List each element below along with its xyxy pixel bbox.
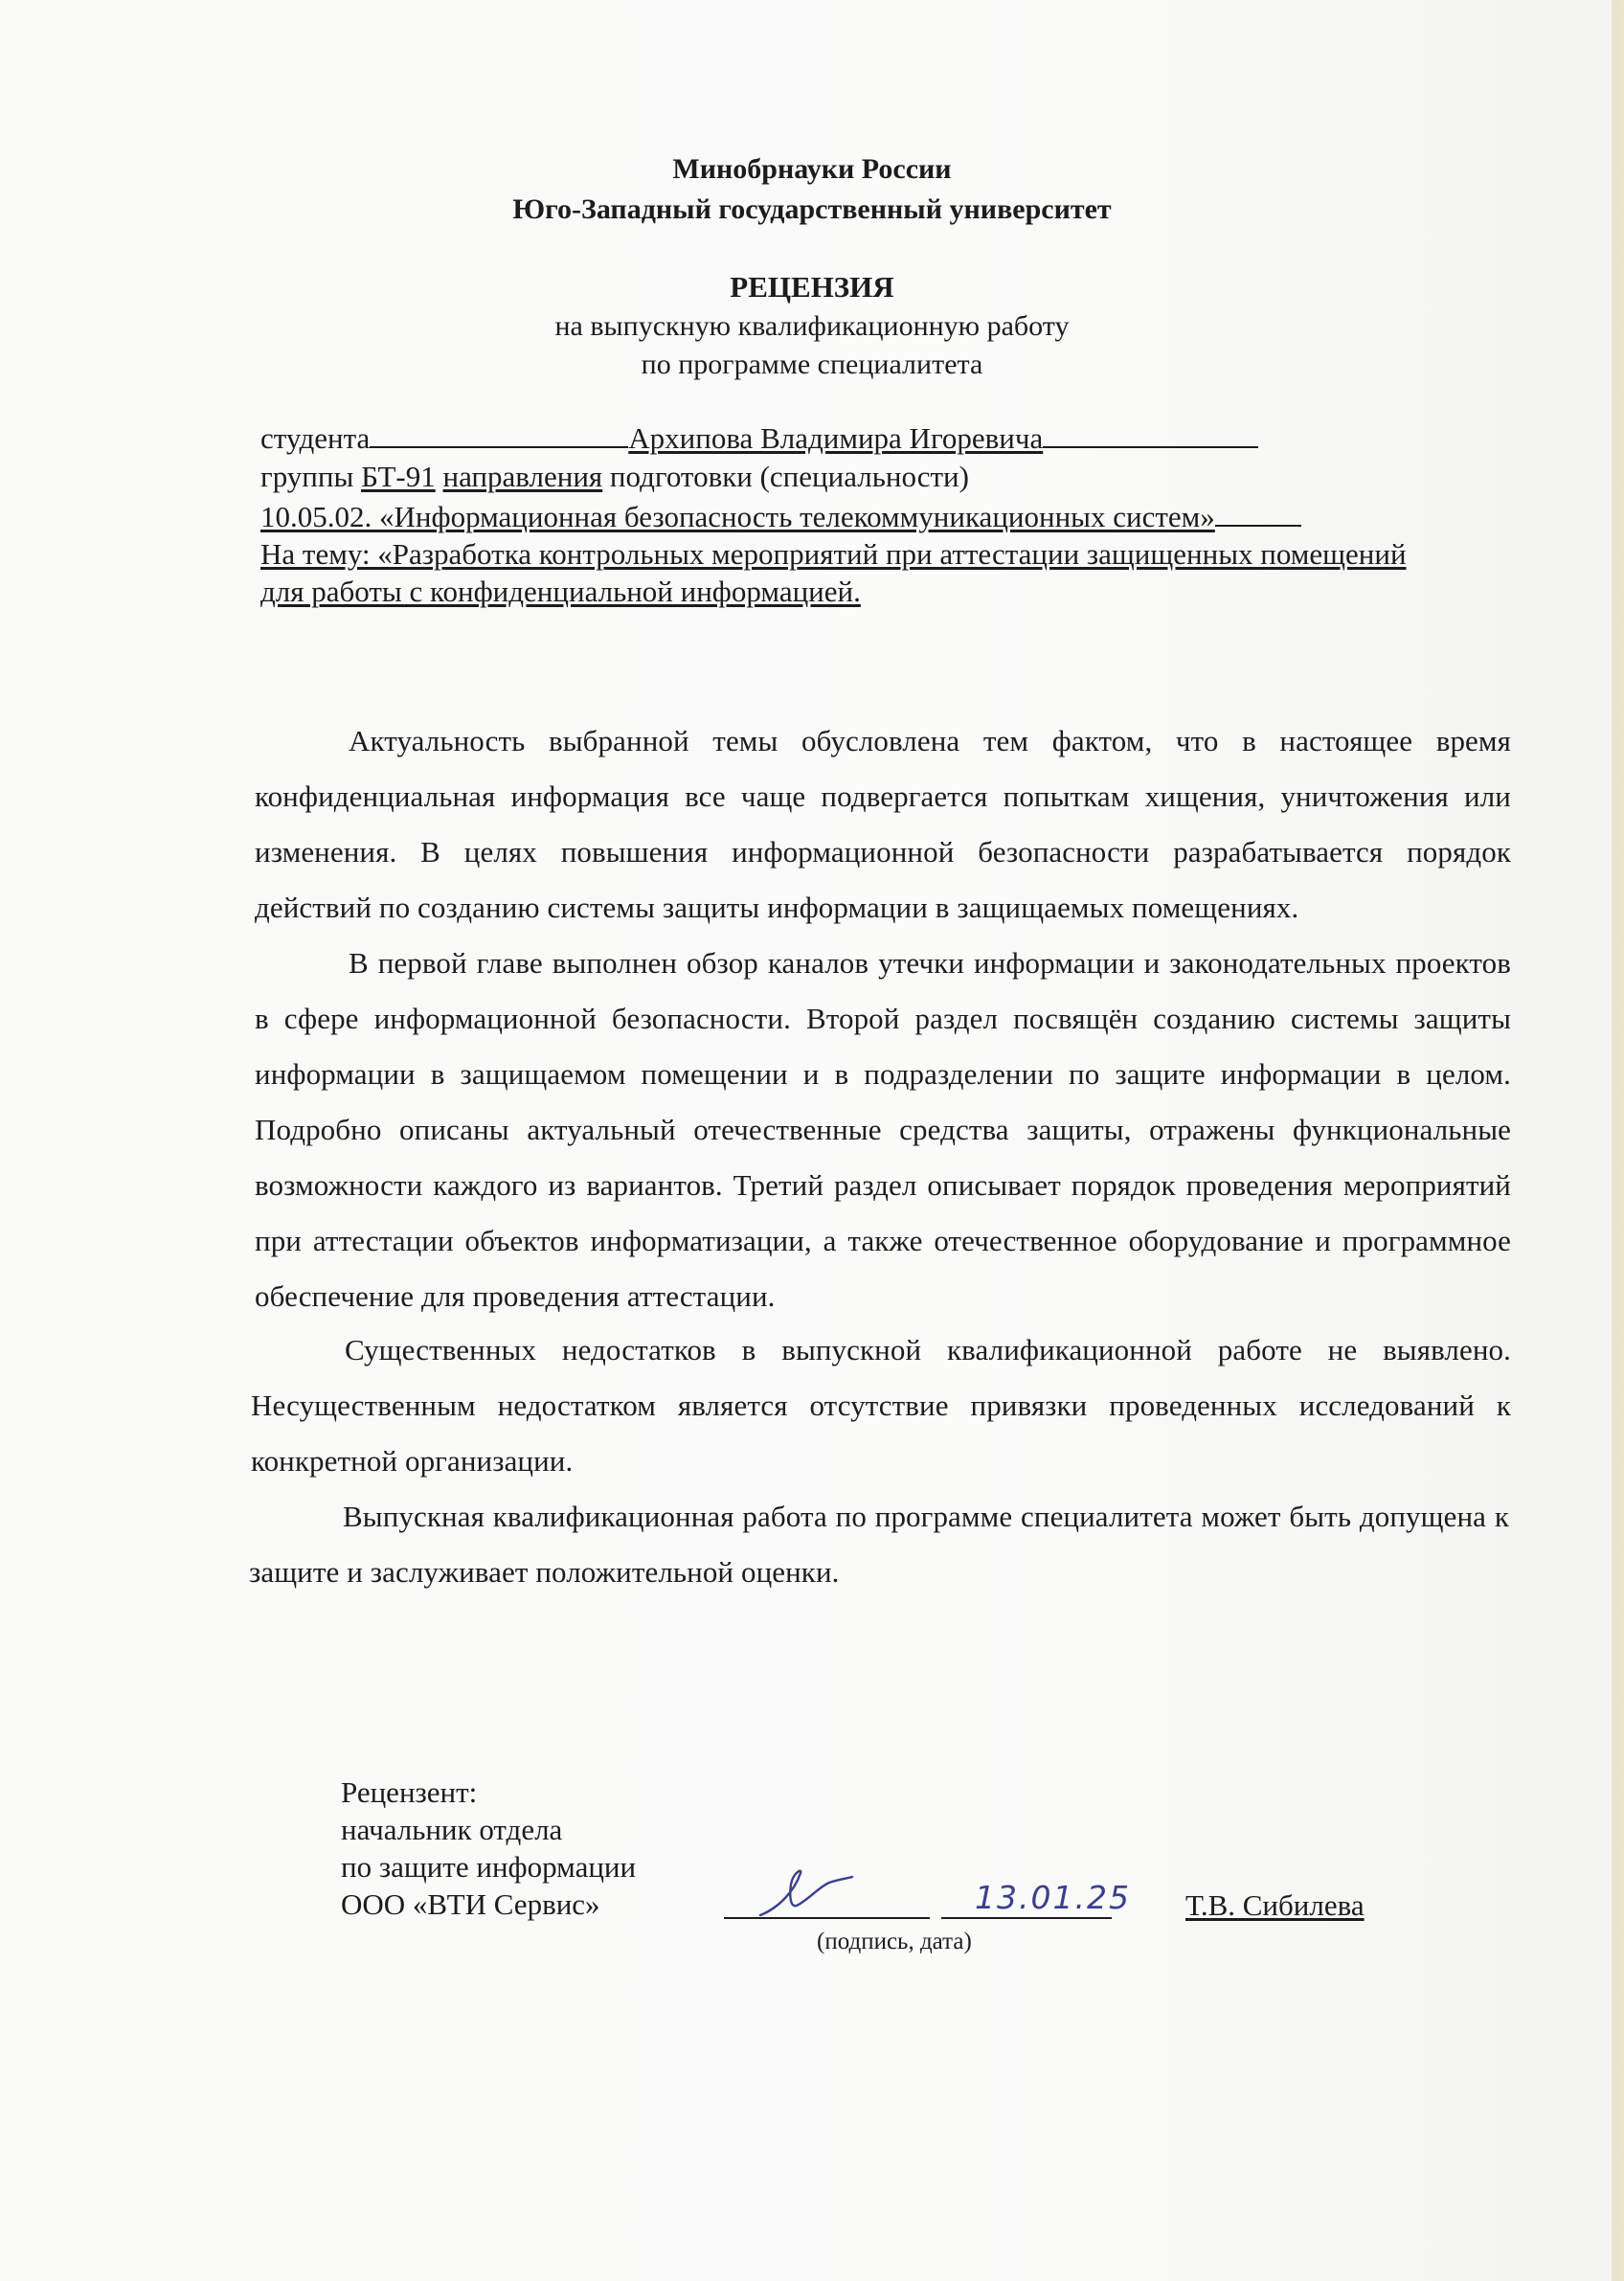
date-line: [941, 1917, 1112, 1919]
student-line: [260, 421, 1258, 455]
reviewer-name: Т.В. Сибилева: [1185, 1888, 1365, 1922]
group-prefix: группы: [260, 460, 362, 493]
paragraph-content: В первой главе выполнен обзор каналов утечки информации и законодательных проектов в сфере информационной безопасности. Второй раздел посвящён созданию системы защиты информации в защищаемом помещении и в подразделении по защите информации в целом. Подробно описаны актуальный отечественные средства защиты, отражены функциональные возможности каждого из вариантов. Третий раздел описывает порядок проведения мероприятий при аттестации объектов информатизации, а также отечественное оборудование и программное обеспечение для проведения аттестации.: [255, 946, 1511, 1313]
handwritten-date: 13.01.25: [975, 1879, 1131, 1916]
signature-caption: (подпись, дата): [817, 1929, 972, 1954]
student-name: Архипова Владимира Игоревича: [628, 421, 1044, 455]
reviewer-organization: ООО «ВТИ Сервис»: [341, 1887, 600, 1921]
direction-rest: подготовки (специальности): [602, 460, 969, 493]
ministry-heading: Минобрнауки России: [672, 153, 952, 185]
document-subtitle-2: по программе специалитета: [641, 349, 983, 380]
paragraph-relevance: Актуальность выбранной темы обусловлена тем фактом, что в настоящее время конфиденциальная информация все чаще подвергается попыткам хищения, уничтожения или изменения. В целях повышения информационной безопасности разрабатывается порядок действий по созданию системы защиты информации в защищаемых помещениях.: [255, 724, 1511, 924]
topic-line-1: На тему: «Разработка контрольных мероприятий при аттестации защищенных помещений: [260, 537, 1407, 571]
specialty-value: 10.05.02. «Информационная безопасность телекоммуникационных систем»: [260, 500, 1215, 533]
student-label: студента: [260, 421, 371, 455]
group-value: БТ-91: [361, 460, 436, 493]
signature-mark: [753, 1865, 858, 1923]
university-heading: Юго-Западный государственный университет: [512, 193, 1112, 225]
paragraph-conclusion: Выпускная квалификационная работа по программе специалитета может быть допущена к защите и заслуживает положительной оценки.: [249, 1500, 1509, 1589]
specialty-line: [260, 500, 1301, 533]
paragraph-shortcomings: Существенных недостатков в выпускной квалификационной работе не выявлено. Несущественным недостатком является отсутствие привязки проведенных исследований к конкретной организации.: [251, 1333, 1511, 1478]
topic-line-2: для работы с конфиденциальной информацией.: [260, 575, 861, 608]
reviewer-position-2: по защите информации: [341, 1850, 637, 1884]
document-title: РЕЦЕНЗИЯ: [730, 270, 894, 304]
reviewer-label: Рецензент:: [341, 1775, 478, 1809]
direction-label: направления: [442, 460, 603, 493]
reviewer-position-1: начальник отдела: [341, 1813, 563, 1846]
group-line: [260, 461, 969, 493]
student-blank-right: [1043, 421, 1258, 448]
specialty-blank: [1215, 500, 1301, 527]
document-subtitle-1: на выпускную квалификационную работу: [554, 310, 1070, 342]
student-blank-left: [370, 421, 628, 448]
